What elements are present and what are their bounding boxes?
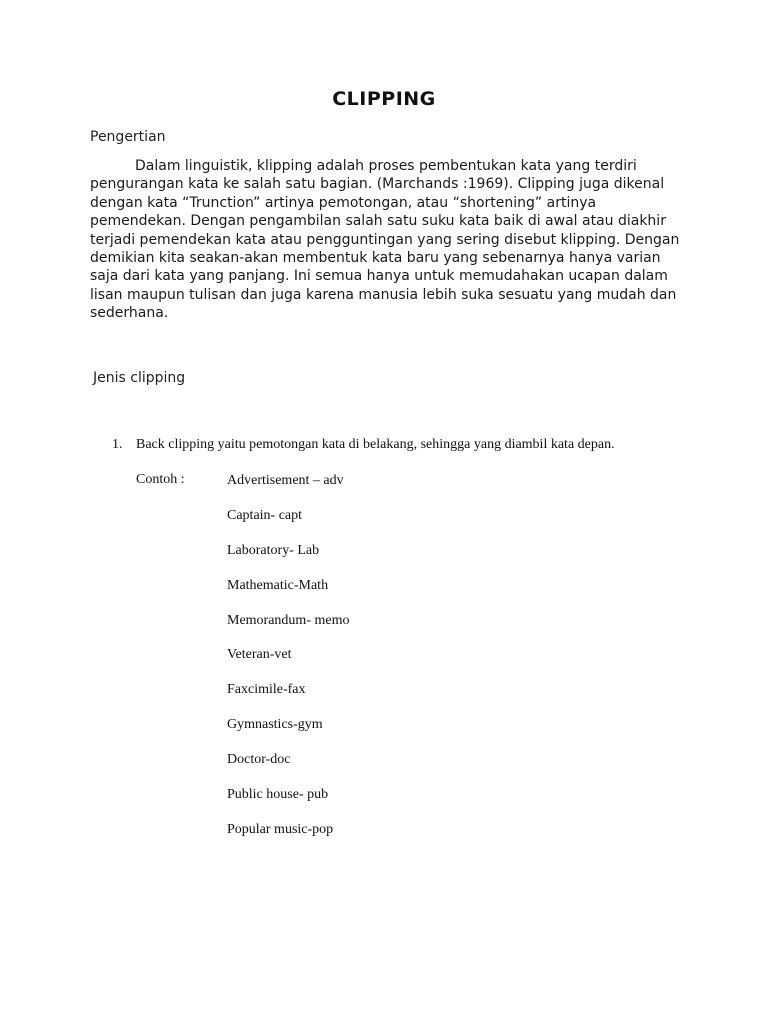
example-item: Popular music-pop <box>227 821 334 837</box>
paragraph-line: lisan maupun tulisan dan juga karena manusia lebih suka sesuatu yang mudah dan <box>90 286 677 303</box>
paragraph-line: Dalam linguistik, klipping adalah proses pembentukan kata yang terdiri <box>135 158 637 174</box>
paragraph-line: pemendekan. Dengan pengambilan salah satu suku kata baik di awal atau diakhir <box>90 213 666 230</box>
example-item: Mathematic-Math <box>227 577 329 593</box>
definition-paragraph <box>90 157 680 323</box>
example-list <box>227 472 349 856</box>
example-item: Gymnastics-gym <box>227 717 323 733</box>
example-item: Veteran-vet <box>227 647 292 663</box>
paragraph-line: terjadi pemendekan kata atau pengguntingan yang sering disebut klipping. Dengan <box>90 231 680 248</box>
paragraph-line: dengan kata “Trunction” artinya pemotongan, atau “shortening” artinya <box>90 194 597 211</box>
section-heading-pengertian: Pengertian <box>90 129 166 145</box>
example-item: Captain- capt <box>227 507 303 523</box>
example-item: Public house- pub <box>227 787 329 803</box>
list-item-number: 1. <box>112 437 123 452</box>
paragraph-line: saja dari kata yang panjang. Ini semua hanya untuk memudahakan ucapan dalam <box>90 268 668 285</box>
list-item-text: Back clipping yaitu pemotongan kata di belakang, sehingga yang diambil kata depan. <box>136 437 615 452</box>
example-item: Faxcimile-fax <box>227 682 306 698</box>
section-heading-jenis-clipping: Jenis clipping <box>93 370 186 386</box>
example-item: Memorandum- memo <box>227 612 350 628</box>
example-item: Advertisement – adv <box>227 473 344 488</box>
paragraph-line: pengurangan kata ke salah satu bagian. (Marchands :1969). Clipping juga dikenal <box>90 176 665 193</box>
paragraph-line: demikian kita seakan-akan membentuk kata baru yang sebenarnya hanya varian <box>90 250 661 267</box>
contoh-label: Contoh : <box>136 472 185 487</box>
paragraph-line: sederhana. <box>90 305 169 322</box>
document-title: CLIPPING <box>332 88 436 110</box>
example-item: Doctor-doc <box>227 752 291 768</box>
example-item: Laboratory- Lab <box>227 542 320 558</box>
